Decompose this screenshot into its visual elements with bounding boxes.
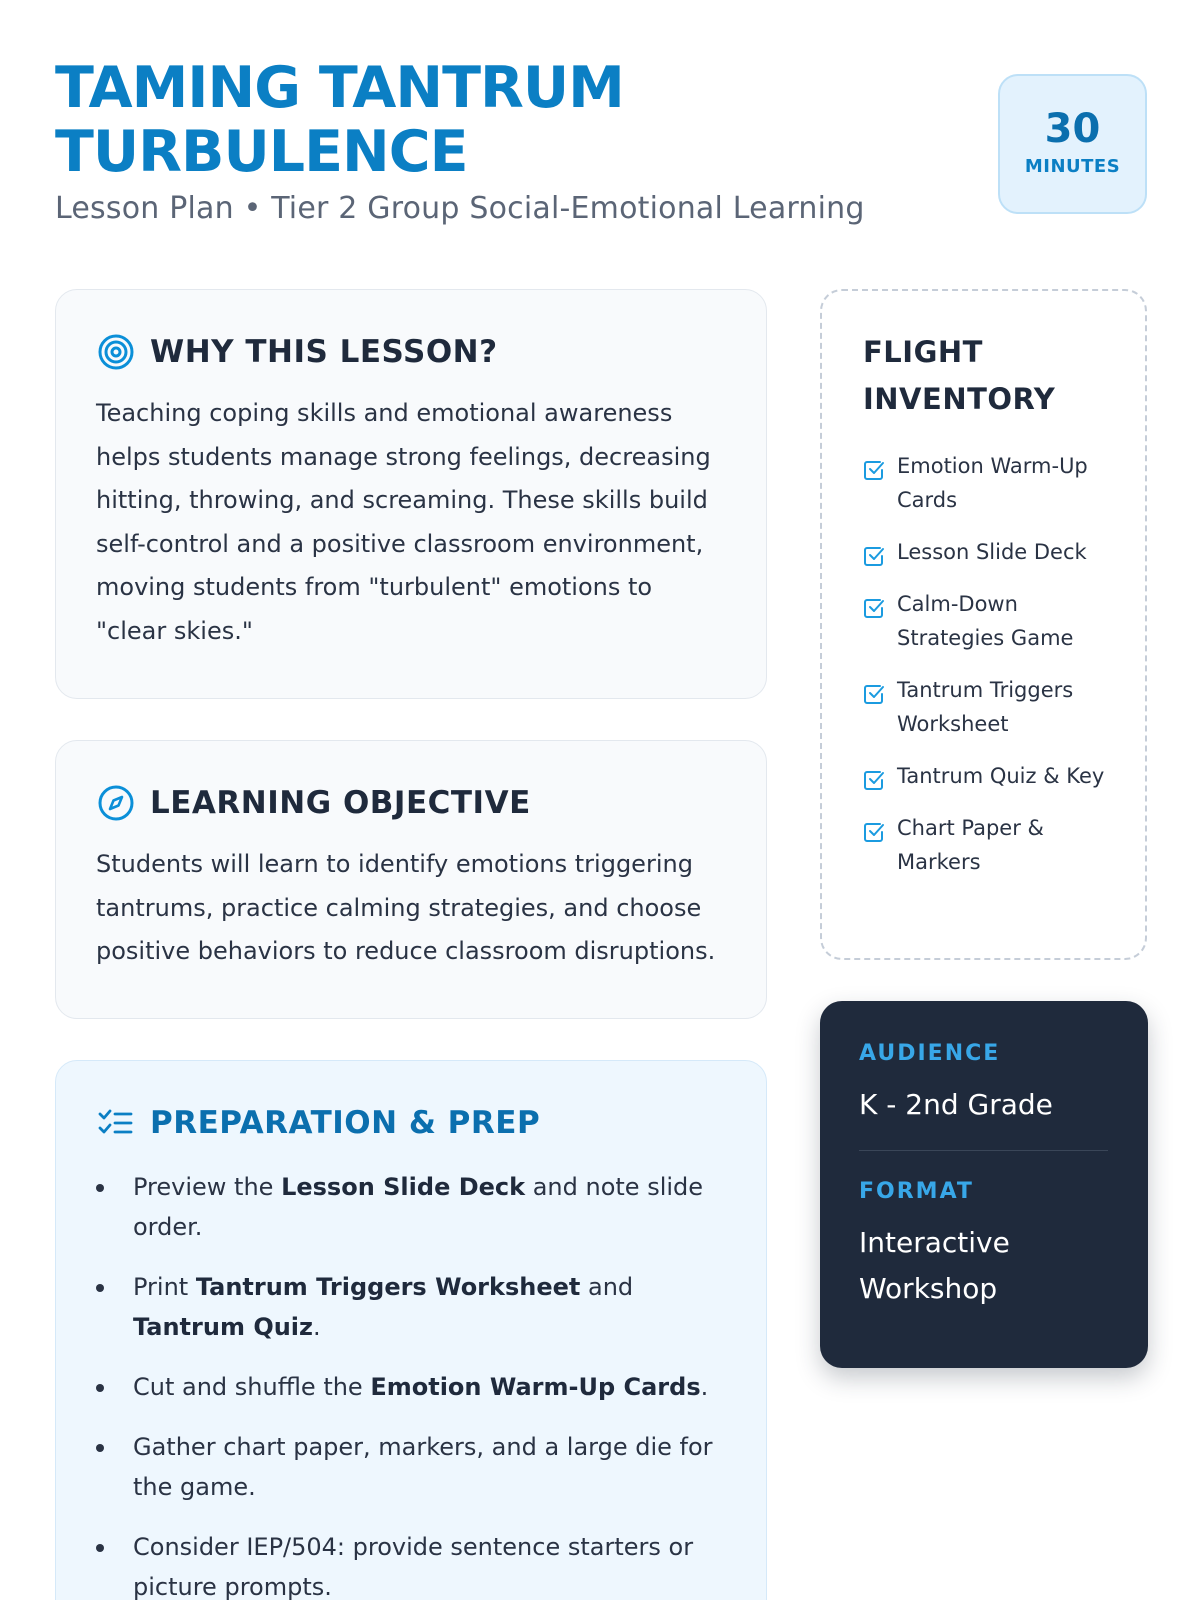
why-lesson-heading: WHY THIS LESSON? bbox=[150, 334, 498, 370]
checkbox-checked-icon bbox=[863, 543, 885, 565]
checkbox-checked-icon bbox=[863, 681, 885, 703]
why-lesson-card bbox=[55, 289, 767, 699]
list-item: Consider IEP/504: provide sentence starters or picture prompts. bbox=[96, 1527, 726, 1600]
format-value: Interactive Workshop bbox=[859, 1226, 1010, 1305]
list-item: Print Tantrum Triggers Worksheet and Tantrum Quiz. bbox=[96, 1267, 726, 1347]
list-item: Gather chart paper, markers, and a large die for the game. bbox=[96, 1427, 726, 1507]
checkbox-checked-icon bbox=[863, 457, 885, 479]
why-lesson-body: Teaching coping skills and emotional awareness helps students manage strong feelings, decreasing hitting, throwing, and screaming. These skills build self-control and a positive classroom environment, moving students from "turbulent" emotions to "clear skies." bbox=[96, 399, 711, 645]
lesson-meta-panel bbox=[820, 1001, 1148, 1368]
inventory-item: Lesson Slide Deck bbox=[863, 535, 1105, 569]
compass-icon bbox=[96, 783, 136, 823]
page-subtitle: Lesson Plan • Tier 2 Group Social-Emotional Learning bbox=[55, 191, 865, 226]
checkbox-checked-icon bbox=[863, 595, 885, 617]
list-item: Cut and shuffle the Emotion Warm-Up Cards. bbox=[96, 1367, 726, 1407]
lesson-header bbox=[55, 56, 915, 226]
format-label: FORMAT bbox=[859, 1179, 974, 1204]
inventory-item: Chart Paper & Markers bbox=[863, 811, 1105, 879]
target-icon bbox=[96, 332, 136, 372]
duration-unit: MINUTES bbox=[1024, 156, 1121, 177]
title-line-1: TAMING TANTRUM bbox=[55, 55, 624, 121]
learning-objective-heading: LEARNING OBJECTIVE bbox=[150, 785, 531, 821]
checkbox-checked-icon bbox=[863, 819, 885, 841]
preparation-list bbox=[96, 1167, 726, 1600]
learning-objective-card bbox=[55, 740, 767, 1019]
meta-divider bbox=[859, 1150, 1108, 1151]
inventory-heading: FLIGHT INVENTORY bbox=[863, 335, 1056, 416]
inventory-item: Emotion Warm-Up Cards bbox=[863, 449, 1105, 517]
preparation-heading: PREPARATION & PREP bbox=[150, 1105, 541, 1141]
title-line-2: TURBULENCE bbox=[55, 119, 468, 185]
duration-value: 30 bbox=[1044, 106, 1101, 152]
duration-badge bbox=[998, 74, 1147, 214]
inventory-item: Tantrum Triggers Worksheet bbox=[863, 673, 1105, 741]
audience-label: AUDIENCE bbox=[859, 1041, 1001, 1066]
inventory-item: Tantrum Quiz & Key bbox=[863, 759, 1105, 793]
inventory-list bbox=[863, 449, 1105, 879]
checkbox-checked-icon bbox=[863, 767, 885, 789]
audience-value: K - 2nd Grade bbox=[859, 1088, 1053, 1121]
flight-inventory-panel bbox=[820, 289, 1147, 960]
list-item: Preview the Lesson Slide Deck and note slide order. bbox=[96, 1167, 726, 1247]
page-title bbox=[55, 56, 915, 184]
checklist-icon bbox=[96, 1103, 136, 1143]
learning-objective-body: Students will learn to identify emotions triggering tantrums, practice calming strategies, and choose positive behaviors to reduce classroom disruptions. bbox=[96, 850, 716, 965]
inventory-item: Calm-Down Strategies Game bbox=[863, 587, 1105, 655]
preparation-card bbox=[55, 1060, 767, 1600]
